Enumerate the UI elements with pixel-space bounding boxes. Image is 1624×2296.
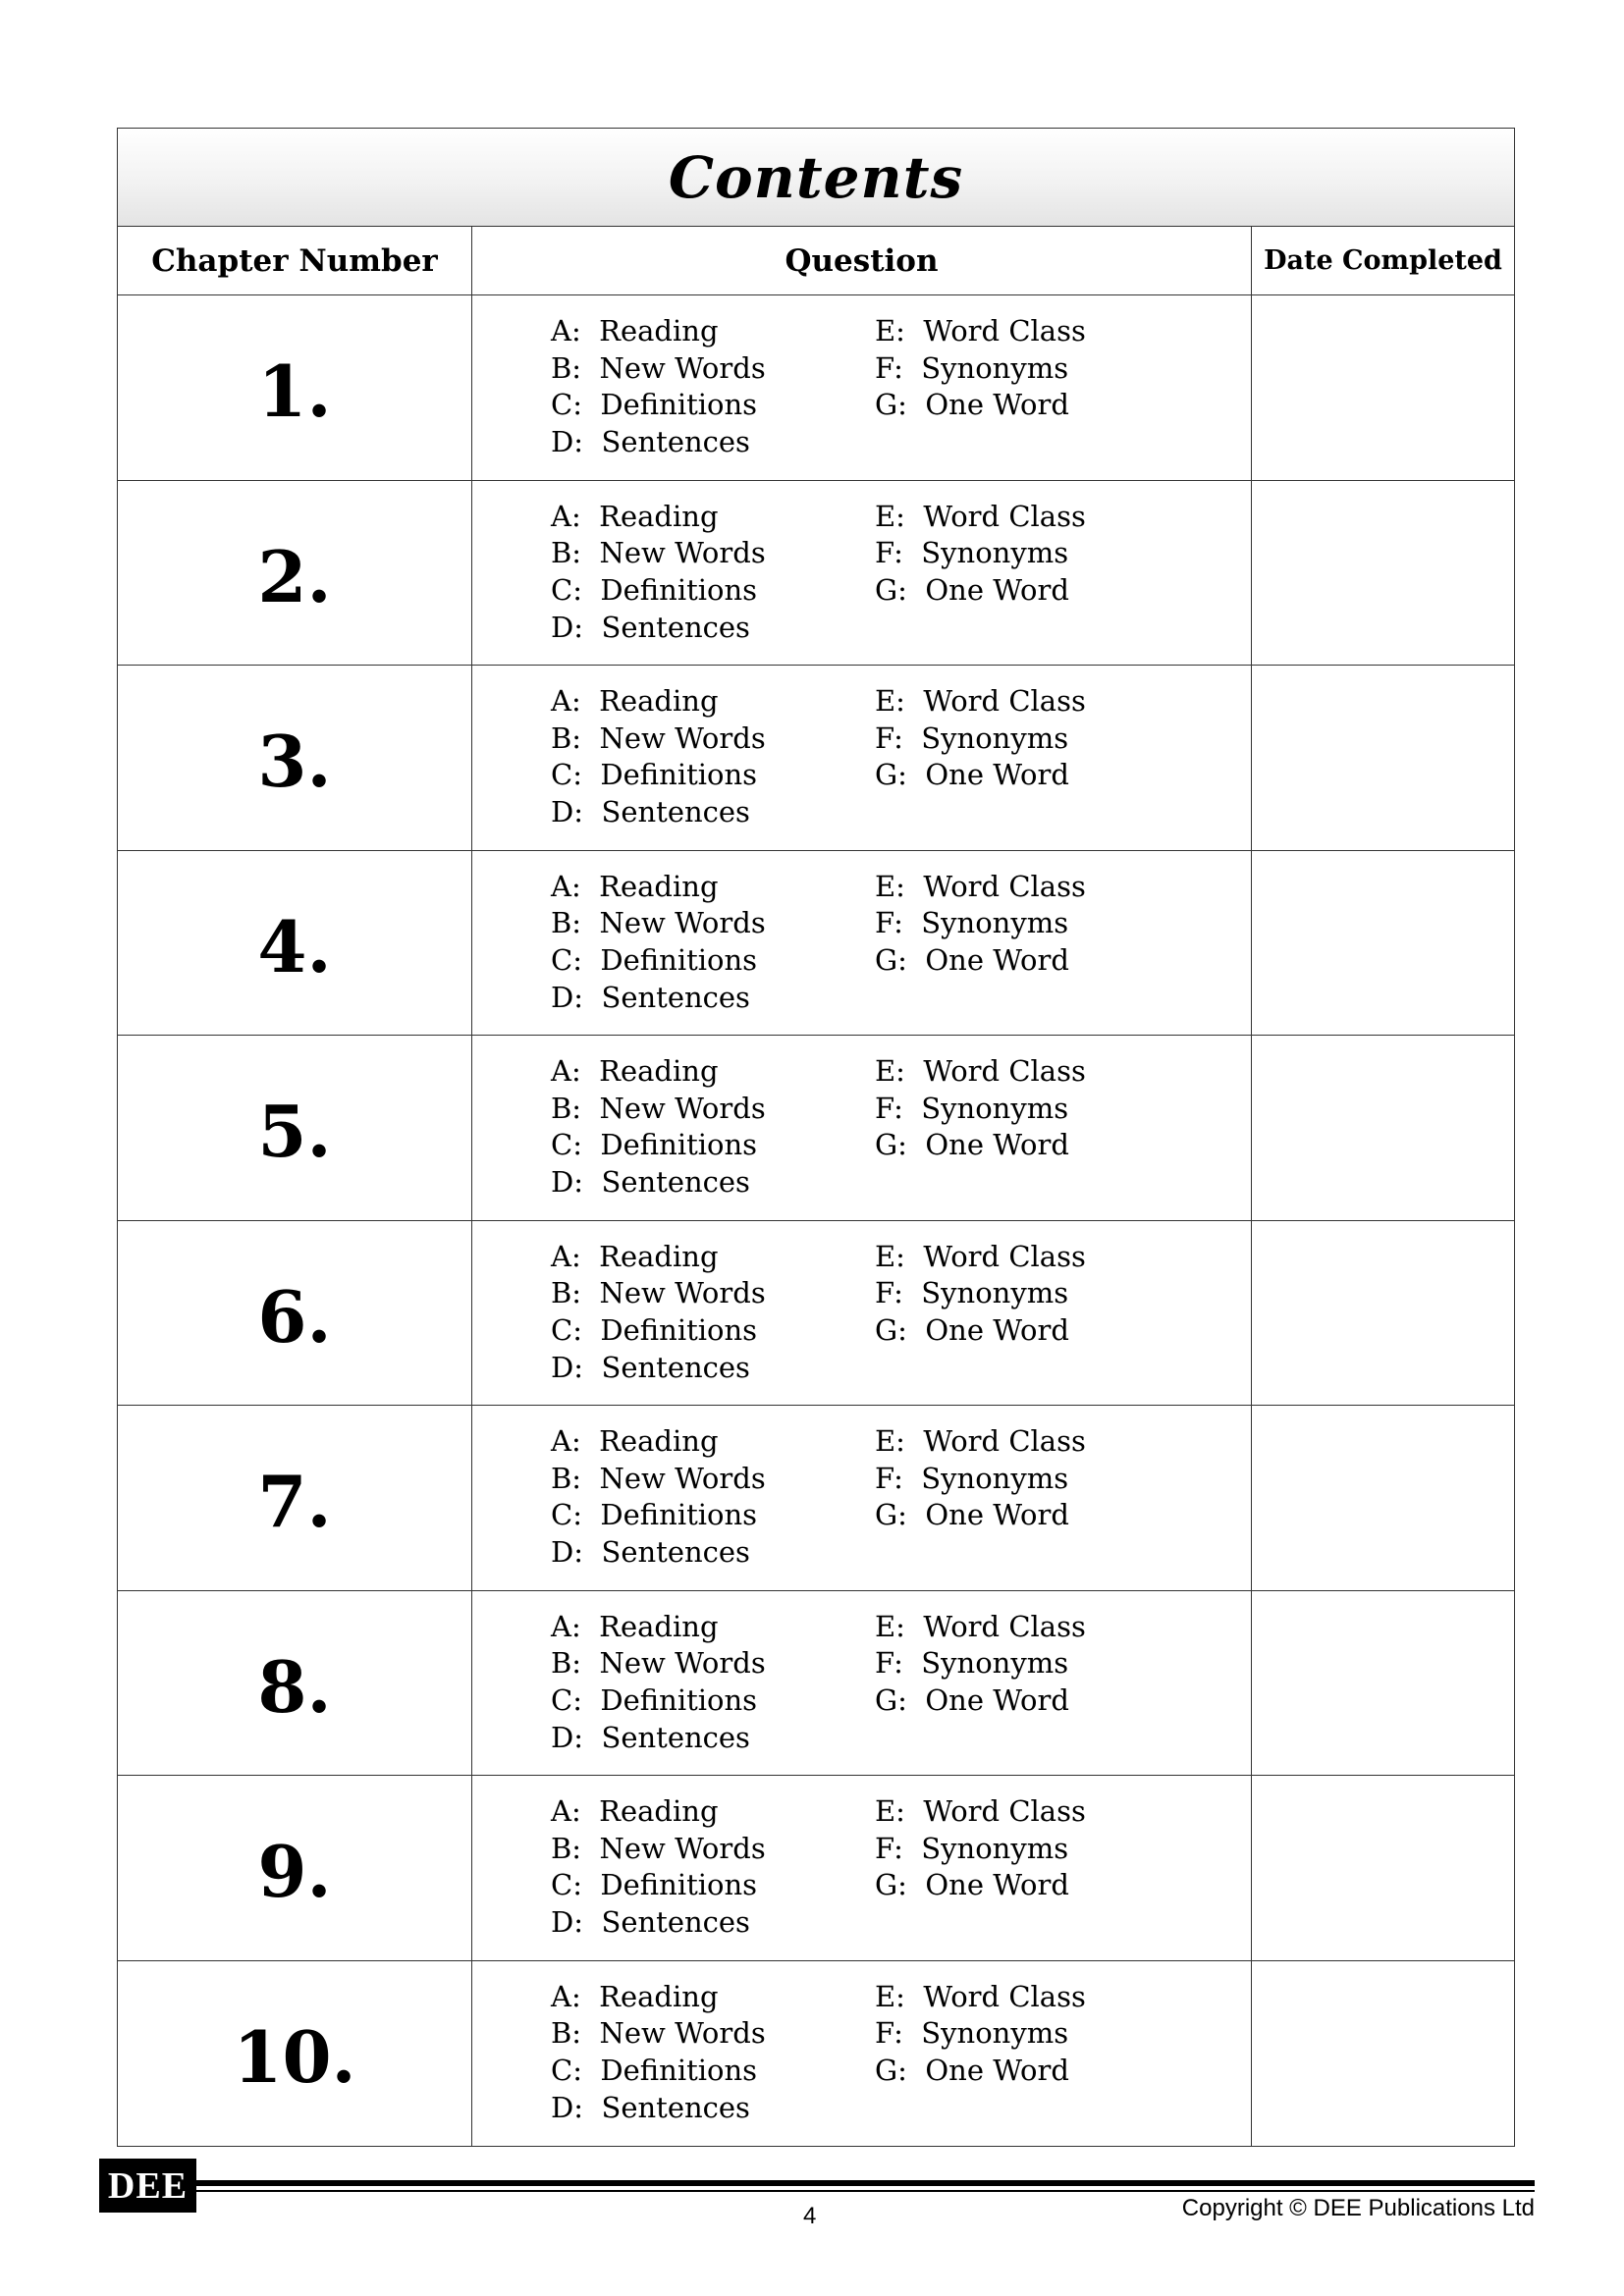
- question-item: F: Synonyms: [875, 906, 1069, 940]
- question-column-right: [875, 1239, 1086, 1350]
- question-item: F: Synonyms: [875, 1461, 1069, 1495]
- question-column-right: [875, 499, 1086, 610]
- chapter-number: 1.: [118, 295, 472, 480]
- copyright-text: Copyright © DEE Publications Ltd: [1181, 2195, 1535, 2221]
- question-item: B: New Words: [551, 2016, 766, 2051]
- question-item: A: Reading: [551, 314, 719, 347]
- header-date-completed: Date Completed: [1264, 245, 1502, 276]
- chapter-row: [118, 1406, 1514, 1591]
- question-item: G: One Word: [875, 758, 1069, 792]
- question-item: A: Reading: [551, 1424, 719, 1458]
- question-list: [472, 1591, 1252, 1776]
- question-item: B: New Words: [551, 721, 766, 755]
- question-column-right: [875, 869, 1086, 980]
- question-item: B: New Words: [551, 536, 766, 570]
- chapter-number: 7.: [118, 1406, 472, 1590]
- question-item: B: New Words: [551, 906, 766, 940]
- question-item: G: One Word: [875, 942, 1069, 977]
- question-item: E: Word Class: [875, 1239, 1086, 1273]
- chapter-row: [118, 1591, 1514, 1777]
- chapter-row: [118, 851, 1514, 1037]
- question-item: C: Definitions: [551, 388, 758, 422]
- chapter-number: 5.: [118, 1036, 472, 1220]
- chapter-number: 9.: [118, 1776, 472, 1960]
- chapter-number: 3.: [118, 666, 472, 850]
- question-column-left: [551, 1423, 766, 1572]
- question-list: [472, 666, 1252, 850]
- date-completed-cell: [1252, 666, 1514, 850]
- question-column-left: [551, 683, 766, 831]
- question-item: E: Word Class: [875, 499, 1086, 533]
- question-item: A: Reading: [551, 684, 719, 718]
- question-item: F: Synonyms: [875, 721, 1069, 755]
- chapter-row: [118, 1776, 1514, 1961]
- question-item: B: New Words: [551, 1461, 766, 1495]
- question-item: E: Word Class: [875, 684, 1086, 718]
- question-list: [472, 1406, 1252, 1590]
- question-list: [472, 851, 1252, 1036]
- question-item: F: Synonyms: [875, 1831, 1069, 1865]
- question-item: A: Reading: [551, 1239, 719, 1273]
- question-list: [472, 1036, 1252, 1220]
- question-item: E: Word Class: [875, 1424, 1086, 1458]
- question-item: A: Reading: [551, 869, 719, 903]
- question-item: G: One Word: [875, 388, 1069, 422]
- question-item: C: Definitions: [551, 2053, 758, 2087]
- question-item: D: Sentences: [551, 795, 750, 829]
- question-item: D: Sentences: [551, 1165, 750, 1200]
- question-item: B: New Words: [551, 1091, 766, 1125]
- question-item: F: Synonyms: [875, 2016, 1069, 2051]
- date-completed-cell: [1252, 1221, 1514, 1406]
- question-item: B: New Words: [551, 1831, 766, 1865]
- question-column-left: [551, 1979, 766, 2127]
- question-column-left: [551, 1053, 766, 1201]
- date-completed-cell: [1252, 1776, 1514, 1960]
- question-column-left: [551, 499, 766, 647]
- question-item: C: Definitions: [551, 1312, 758, 1347]
- question-item: D: Sentences: [551, 1535, 750, 1570]
- question-list: [472, 1961, 1252, 2147]
- chapter-number: 4.: [118, 851, 472, 1036]
- question-column-right: [875, 313, 1086, 424]
- question-column-right: [875, 683, 1086, 794]
- date-completed-cell: [1252, 1036, 1514, 1220]
- date-completed-cell: [1252, 1406, 1514, 1590]
- question-item: A: Reading: [551, 1979, 719, 2013]
- question-list: [472, 1221, 1252, 1406]
- question-item: G: One Word: [875, 2053, 1069, 2087]
- question-column-left: [551, 1239, 766, 1387]
- question-column-right: [875, 1979, 1086, 2090]
- chapter-row: [118, 481, 1514, 667]
- chapter-row: [118, 666, 1514, 851]
- question-item: A: Reading: [551, 1609, 719, 1643]
- question-item: A: Reading: [551, 1794, 719, 1828]
- question-column-left: [551, 1793, 766, 1942]
- question-item: D: Sentences: [551, 980, 750, 1014]
- footer-rule-thick: [196, 2180, 1535, 2186]
- question-column-right: [875, 1423, 1086, 1534]
- date-completed-cell: [1252, 851, 1514, 1036]
- chapter-row: [118, 1221, 1514, 1407]
- question-item: C: Definitions: [551, 1682, 758, 1717]
- question-item: G: One Word: [875, 572, 1069, 607]
- chapter-row: [118, 1961, 1514, 2147]
- question-item: F: Synonyms: [875, 1091, 1069, 1125]
- question-item: B: New Words: [551, 350, 766, 385]
- question-item: C: Definitions: [551, 1498, 758, 1532]
- question-item: G: One Word: [875, 1868, 1069, 1902]
- question-item: F: Synonyms: [875, 1646, 1069, 1681]
- dee-logo: DEE: [99, 2159, 196, 2213]
- question-item: G: One Word: [875, 1498, 1069, 1532]
- chapter-number: 6.: [118, 1221, 472, 1406]
- question-item: F: Synonyms: [875, 350, 1069, 385]
- date-completed-cell: [1252, 295, 1514, 480]
- question-item: C: Definitions: [551, 572, 758, 607]
- title-row: [118, 129, 1514, 227]
- question-item: E: Word Class: [875, 1054, 1086, 1088]
- header-chapter-number: Chapter Number: [118, 227, 472, 294]
- question-item: D: Sentences: [551, 610, 750, 644]
- question-column-right: [875, 1609, 1086, 1720]
- question-item: E: Word Class: [875, 1979, 1086, 2013]
- question-item: F: Synonyms: [875, 536, 1069, 570]
- question-column-right: [875, 1053, 1086, 1164]
- question-column-right: [875, 1793, 1086, 1904]
- page-number: 4: [803, 2203, 817, 2229]
- question-item: G: One Word: [875, 1128, 1069, 1162]
- question-item: D: Sentences: [551, 425, 750, 459]
- question-item: F: Synonyms: [875, 1276, 1069, 1310]
- chapter-number: 10.: [118, 1961, 472, 2147]
- contents-table: [117, 128, 1515, 2147]
- question-item: A: Reading: [551, 1054, 719, 1088]
- page-title: Contents: [668, 143, 964, 211]
- chapter-rows: [118, 295, 1514, 2146]
- question-item: B: New Words: [551, 1276, 766, 1310]
- chapter-number: 2.: [118, 481, 472, 666]
- footer-rule-thin: [196, 2190, 1535, 2192]
- header-question: Question: [472, 227, 1252, 294]
- question-item: E: Word Class: [875, 1609, 1086, 1643]
- chapter-row: [118, 1036, 1514, 1221]
- question-item: E: Word Class: [875, 1794, 1086, 1828]
- question-item: C: Definitions: [551, 1868, 758, 1902]
- question-list: [472, 481, 1252, 666]
- question-item: G: One Word: [875, 1312, 1069, 1347]
- question-item: C: Definitions: [551, 758, 758, 792]
- date-completed-cell: [1252, 481, 1514, 666]
- chapter-number: 8.: [118, 1591, 472, 1776]
- chapter-row: [118, 295, 1514, 481]
- question-item: D: Sentences: [551, 1720, 750, 1754]
- question-item: A: Reading: [551, 499, 719, 533]
- question-item: D: Sentences: [551, 1905, 750, 1940]
- question-list: [472, 295, 1252, 480]
- question-item: C: Definitions: [551, 1128, 758, 1162]
- question-item: E: Word Class: [875, 869, 1086, 903]
- question-item: D: Sentences: [551, 2090, 750, 2124]
- question-item: D: Sentences: [551, 1350, 750, 1384]
- question-list: [472, 1776, 1252, 1960]
- question-column-left: [551, 869, 766, 1017]
- question-item: G: One Word: [875, 1682, 1069, 1717]
- date-completed-cell: [1252, 1961, 1514, 2147]
- question-item: E: Word Class: [875, 314, 1086, 347]
- question-item: C: Definitions: [551, 942, 758, 977]
- question-column-left: [551, 1609, 766, 1757]
- header-row: [118, 227, 1514, 295]
- question-item: B: New Words: [551, 1646, 766, 1681]
- date-completed-cell: [1252, 1591, 1514, 1776]
- question-column-left: [551, 313, 766, 461]
